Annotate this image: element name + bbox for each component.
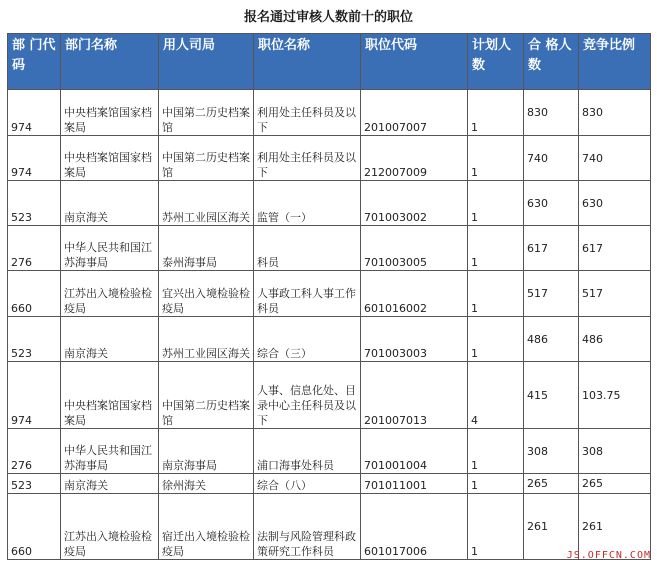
dept-name-cell: 南京海关 — [61, 181, 159, 226]
position-name-cell: 综合（三） — [254, 317, 361, 362]
qualified-cell: 261 — [524, 494, 579, 560]
plan-cell: 1 — [468, 494, 524, 560]
bureau-cell: 泰州海事局 — [159, 226, 254, 271]
position-code-cell: 201007013 — [361, 362, 468, 429]
plan-cell: 1 — [468, 226, 524, 271]
position-name-cell: 人事政工科人事工作科员 — [254, 271, 361, 317]
plan-cell: 1 — [468, 429, 524, 474]
ratio-cell: 517 — [579, 271, 651, 317]
dept-code-cell: 276 — [8, 226, 61, 271]
plan-cell: 1 — [468, 474, 524, 494]
ratio-cell: 486 — [579, 317, 651, 362]
qualified-cell: 740 — [524, 136, 579, 181]
site-watermark: JS.OFFCN.COM — [566, 550, 651, 561]
dept-code-cell: 974 — [8, 136, 61, 181]
qualified-cell: 617 — [524, 226, 579, 271]
qualified-cell: 830 — [524, 90, 579, 136]
plan-cell: 4 — [468, 362, 524, 429]
header-position-code: 职位代码 — [361, 34, 468, 90]
qualified-cell: 486 — [524, 317, 579, 362]
position-code-cell: 212007009 — [361, 136, 468, 181]
position-code-cell: 601016002 — [361, 271, 468, 317]
position-code-cell: 701003002 — [361, 181, 468, 226]
bureau-cell: 徐州海关 — [159, 474, 254, 494]
bureau-cell: 中国第二历史档案馆 — [159, 136, 254, 181]
qualified-cell: 265 — [524, 474, 579, 494]
dept-code-cell: 660 — [8, 271, 61, 317]
plan-cell: 1 — [468, 136, 524, 181]
position-name-cell: 监管（一） — [254, 181, 361, 226]
table-row — [8, 494, 651, 560]
header-bureau: 用人司局 — [159, 34, 254, 90]
table-row — [8, 474, 651, 494]
dept-code-cell: 974 — [8, 90, 61, 136]
ratio-cell: 617 — [579, 226, 651, 271]
position-name-cell: 利用处主任科员及以下 — [254, 90, 361, 136]
position-name-cell: 综合（八） — [254, 474, 361, 494]
qualified-cell: 415 — [524, 362, 579, 429]
bureau-cell: 中国第二历史档案馆 — [159, 362, 254, 429]
table-row — [8, 271, 651, 317]
bureau-cell: 南京海事局 — [159, 429, 254, 474]
table-row — [8, 90, 651, 136]
qualified-cell: 517 — [524, 271, 579, 317]
dept-code-cell: 660 — [8, 494, 61, 560]
header-ratio: 竞争比例 — [579, 34, 651, 90]
position-code-cell: 201007007 — [361, 90, 468, 136]
bureau-cell: 宿迁出入境检验检疫局 — [159, 494, 254, 560]
dept-name-cell: 中央档案馆国家档案局 — [61, 136, 159, 181]
dept-code-cell: 523 — [8, 474, 61, 494]
position-code-cell: 701001004 — [361, 429, 468, 474]
plan-cell: 1 — [468, 90, 524, 136]
bureau-cell: 苏州工业园区海关 — [159, 317, 254, 362]
plan-cell: 1 — [468, 317, 524, 362]
ratio-cell: 740 — [579, 136, 651, 181]
header-dept-code: 部 门代码 — [8, 34, 61, 90]
plan-cell: 1 — [468, 271, 524, 317]
page-title: 报名通过审核人数前十的职位 — [243, 10, 413, 25]
dept-name-cell: 南京海关 — [61, 317, 159, 362]
dept-name-cell: 中华人民共和国江苏海事局 — [61, 429, 159, 474]
dept-code-cell: 523 — [8, 181, 61, 226]
position-name-cell: 科员 — [254, 226, 361, 271]
position-name-cell: 人事、信息化处、目录中心主任科员及以下 — [254, 362, 361, 429]
header-position-name: 职位名称 — [254, 34, 361, 90]
header-plan: 计划人数 — [468, 34, 524, 90]
dept-name-cell: 中华人民共和国江苏海事局 — [61, 226, 159, 271]
bureau-cell: 中国第二历史档案馆 — [159, 90, 254, 136]
position-name-cell: 法制与风险管理科政策研究工作科员 — [254, 494, 361, 560]
position-name-cell: 浦口海事处科员 — [254, 429, 361, 474]
table-row — [8, 136, 651, 181]
table-row — [8, 317, 651, 362]
plan-cell: 1 — [468, 181, 524, 226]
qualified-cell: 630 — [524, 181, 579, 226]
ratio-cell: 261 — [579, 494, 651, 560]
position-code-cell: 701003003 — [361, 317, 468, 362]
table-row — [8, 429, 651, 474]
position-code-cell: 701003005 — [361, 226, 468, 271]
bureau-cell: 宜兴出入境检验检疫局 — [159, 271, 254, 317]
table-row — [8, 181, 651, 226]
ratio-cell: 103.75 — [579, 362, 651, 429]
qualified-cell: 308 — [524, 429, 579, 474]
table-row — [8, 226, 651, 271]
table-header-row — [8, 34, 651, 90]
header-dept-name: 部门名称 — [61, 34, 159, 90]
dept-name-cell: 南京海关 — [61, 474, 159, 494]
ratio-cell: 265 — [579, 474, 651, 494]
table-row — [8, 362, 651, 429]
dept-name-cell: 江苏出入境检验检疫局 — [61, 494, 159, 560]
position-code-cell: 601017006 — [361, 494, 468, 560]
dept-name-cell: 江苏出入境检验检疫局 — [61, 271, 159, 317]
ratio-cell: 630 — [579, 181, 651, 226]
dept-code-cell: 523 — [8, 317, 61, 362]
bureau-cell: 苏州工业园区海关 — [159, 181, 254, 226]
ratio-cell: 308 — [579, 429, 651, 474]
position-code-cell: 701011001 — [361, 474, 468, 494]
dept-code-cell: 276 — [8, 429, 61, 474]
dept-code-cell: 974 — [8, 362, 61, 429]
dept-name-cell: 中央档案馆国家档案局 — [61, 362, 159, 429]
position-name-cell: 利用处主任科员及以下 — [254, 136, 361, 181]
header-qualified: 合 格人数 — [524, 34, 579, 90]
dept-name-cell: 中央档案馆国家档案局 — [61, 90, 159, 136]
ratio-cell: 830 — [579, 90, 651, 136]
positions-table — [7, 33, 651, 560]
